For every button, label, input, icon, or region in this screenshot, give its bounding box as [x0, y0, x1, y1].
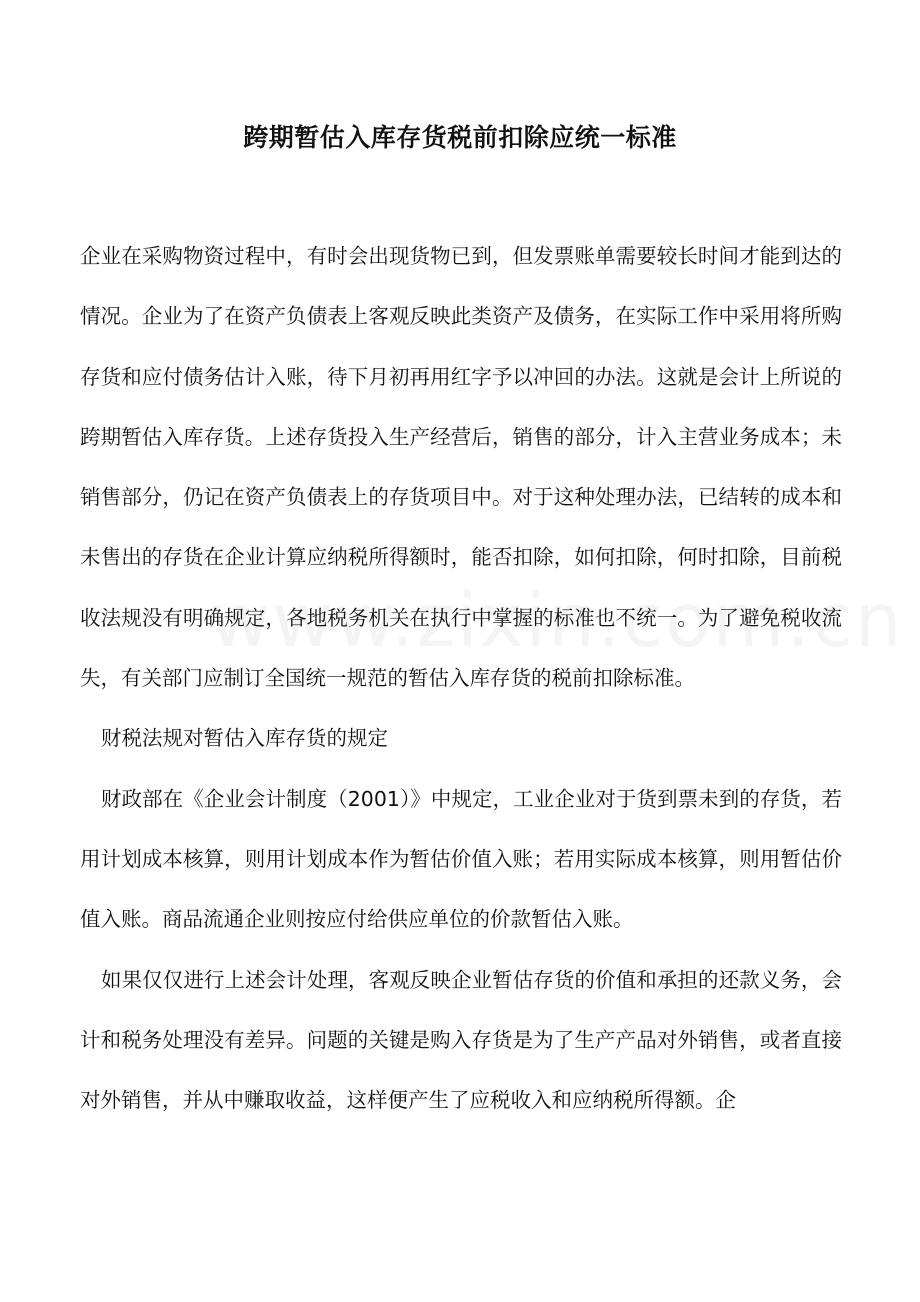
document-title: 跨期暂估入库存货税前扣除应统一标准 — [243, 123, 677, 152]
paragraph-intro: 企业在采购物资过程中，有时会出现货物已到，但发票账单需要较长时间才能到达的情况。企业为了在资产负债表上客观反映此类资产及债务，在实际工作中采用将所购存货和应付债务估计入账，待下月初再用红字予以冲回的办法。这就是会计上所说的跨期暂估入库存货。上述存货投入生产经营后，销售的部分，计入主营业务成本；未销售部分，仍记在资产负债表上的存货项目中。对于这种处理办法，已结转的成本和未售出的存货在企业计算应纳税所得额时，能否扣除，如何扣除，何时扣除，目前税收法规没有明确规定，各地税务机关在执行中掌握的标准也不统一。为了避免税收流失，有关部门应制订全国统一规范的暂估入库存货的税前扣除标准。 — [80, 244, 842, 691]
document-body — [80, 226, 842, 1130]
paragraph-analysis: 如果仅仅进行上述会计处理，客观反映企业暂估存货的价值和承担的还款义务，会计和税务处理没有差异。问题的关键是购入存货是为了生产产品对外销售，或者直接对外销售，并从中赚取收益，这样便产生了应税收入和应纳税所得额。企 — [80, 967, 842, 1113]
section-heading: 财税法规对暂估入库存货的规定 — [101, 726, 388, 751]
paragraph-regulation: 财政部在《企业会计制度（2001）》中规定，工业企业对于货到票未到的存货，若用计划成本核算，则用计划成本作为暂估价值入账；若用实际成本核算，则用暂估价值入账。商品流通企业则按应付给供应单位的价款暂估入账。 — [80, 786, 842, 932]
